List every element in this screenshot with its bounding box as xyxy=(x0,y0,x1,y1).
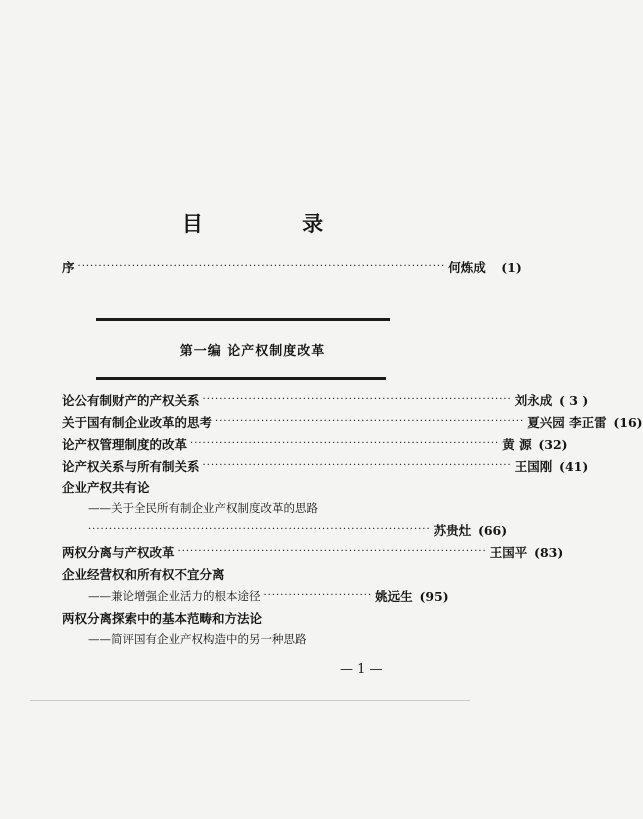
entry-author: 夏兴园 李正雷 xyxy=(527,415,607,430)
entry-title: 两权分离与产权改革 xyxy=(62,545,175,560)
leader-dots: ·························· xyxy=(263,590,373,601)
entry-author: 黄 源 xyxy=(502,437,532,452)
page-number: — 1 — xyxy=(340,662,383,677)
leader-dots: ·········································································· xyxy=(202,394,512,405)
toc-entry-preface xyxy=(62,258,522,276)
toc-entry xyxy=(62,391,589,409)
entry-title: 关于国有制企业改革的思考 xyxy=(62,415,213,430)
entry-page: (32) xyxy=(538,436,568,452)
leader-dots: ·········································································· xyxy=(215,416,525,427)
entry-author: 苏贵灶 xyxy=(433,523,472,538)
entry-subtitle: ——关于全民所有制企业产权制度改革的思路 xyxy=(88,501,318,515)
toc-entry xyxy=(62,457,589,475)
entry-title: 论产权关系与所有制关系 xyxy=(62,459,200,474)
entry-title: 论公有制财产的产权关系 xyxy=(62,393,200,408)
entry-title: 企业经营权和所有权不宜分离 xyxy=(62,567,225,582)
divider-bottom xyxy=(96,377,386,380)
toc-entry xyxy=(62,565,434,583)
entry-page: (66) xyxy=(477,522,508,538)
entry-title: 序 xyxy=(62,260,75,275)
page-title: 目 录 xyxy=(181,211,370,236)
toc-entry xyxy=(62,609,434,627)
entry-page: ( 3 ) xyxy=(559,392,589,408)
entry-page: (1) xyxy=(501,259,522,275)
leader-dots: ·········································································· xyxy=(177,546,487,557)
entry-page: (16) xyxy=(613,414,643,430)
toc-entry xyxy=(88,521,508,539)
entry-subtitle: ——简评国有企业产权构造中的另一种思路 xyxy=(88,632,307,646)
entry-title: 两权分离探索中的基本范畴和方法论 xyxy=(62,611,263,626)
toc-entry xyxy=(88,587,449,605)
entry-author: 王国刚 xyxy=(514,459,553,474)
leader-dots: ·················································································· xyxy=(88,524,431,535)
entry-title: 企业产权共有论 xyxy=(62,480,150,495)
entry-author: 王国平 xyxy=(489,545,528,560)
entry-author: 姚远生 xyxy=(375,589,413,604)
leader-dots: ························································································ xyxy=(77,261,446,272)
entry-author: 何炼成 xyxy=(448,260,486,275)
divider-top xyxy=(96,318,390,321)
toc-entry xyxy=(62,413,643,431)
page-edge-line xyxy=(30,700,470,701)
entry-page: (83) xyxy=(534,544,564,560)
toc-entry xyxy=(62,478,434,496)
entry-page: (95) xyxy=(419,588,449,604)
leader-dots: ·········································································· xyxy=(190,438,500,449)
toc-entry xyxy=(62,435,568,453)
entry-title: 论产权管理制度的改革 xyxy=(62,437,188,452)
leader-dots: ·········································································· xyxy=(202,460,512,471)
entry-author: 刘永成 xyxy=(514,393,553,408)
entry-subtitle: ——兼论增强企业活力的根本途径 xyxy=(88,589,261,603)
entry-page: (41) xyxy=(559,458,589,474)
part-heading: 第一编 论产权制度改革 xyxy=(179,344,326,359)
toc-entry xyxy=(62,543,564,561)
